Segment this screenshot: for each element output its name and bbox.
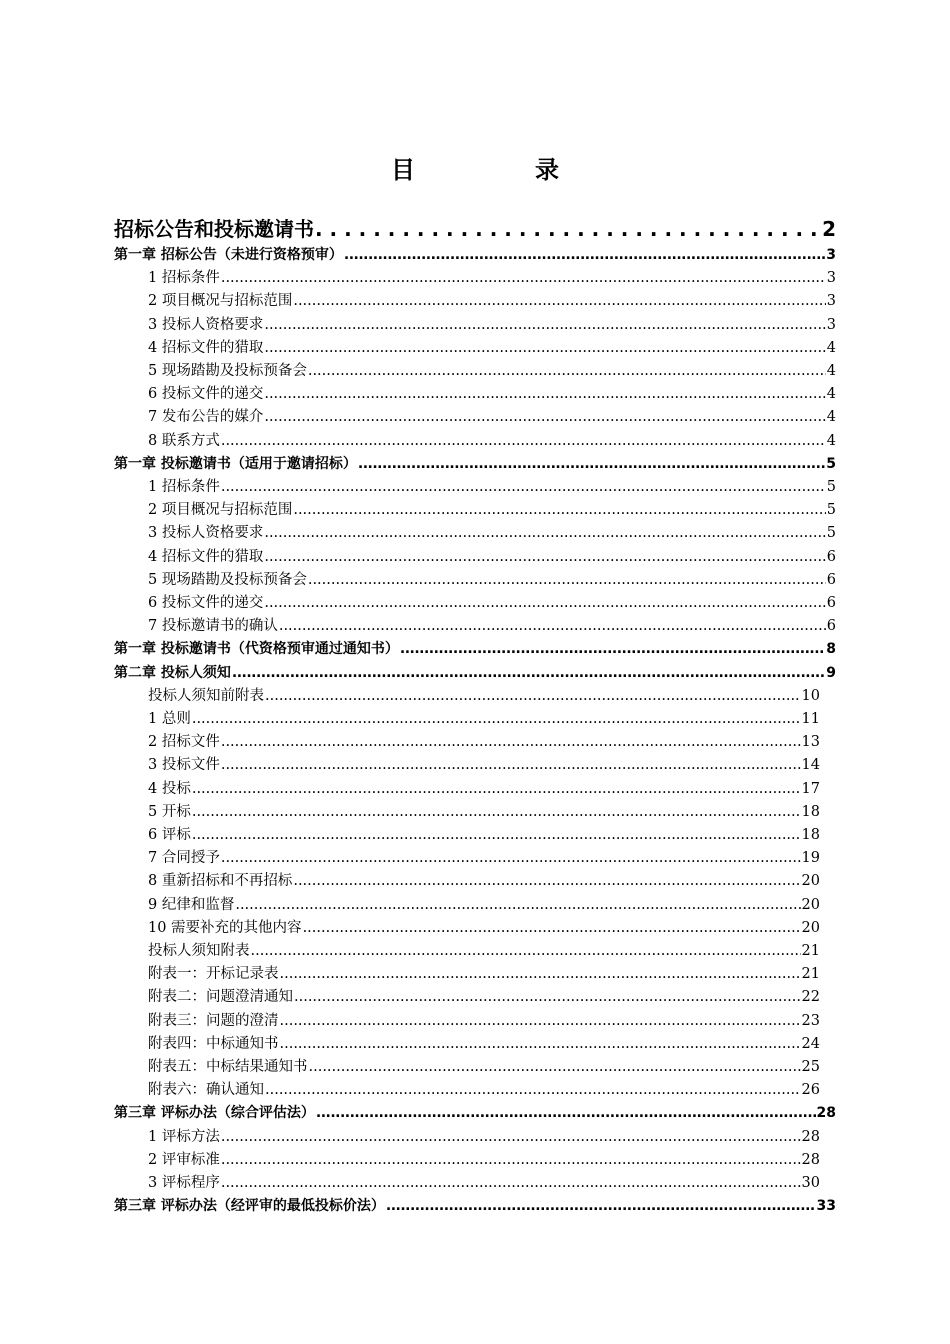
- toc-entry[interactable]: [114, 868, 820, 891]
- toc-leader-dots: [232, 664, 825, 683]
- toc-entry[interactable]: [114, 404, 836, 427]
- toc-entry-label: 10 需要补充的其他内容: [148, 919, 302, 936]
- toc-entry-page-number: 5: [826, 525, 836, 542]
- toc-entry-label: 2 项目概况与招标范围: [148, 502, 293, 519]
- toc-entry[interactable]: [114, 1193, 836, 1216]
- toc-entry-label: 3 投标文件: [148, 757, 220, 774]
- toc-entry-label: 8 联系方式: [148, 432, 220, 449]
- toc-leader-dots: [315, 216, 821, 242]
- toc-leader-dots: [400, 640, 825, 659]
- toc-entry[interactable]: [114, 706, 820, 729]
- toc-entry[interactable]: [114, 961, 820, 984]
- toc-leader-dots: [316, 1104, 816, 1123]
- page-title: 目 录: [391, 156, 607, 184]
- toc-entry[interactable]: [114, 451, 836, 474]
- toc-entry[interactable]: [114, 1170, 820, 1193]
- toc-entry-label: 投标人须知附表: [148, 943, 250, 959]
- toc-entry-label: 2 招标文件: [148, 734, 220, 751]
- toc-entry[interactable]: [114, 915, 820, 938]
- toc-entry-label: 招标公告和投标邀请书: [114, 217, 314, 241]
- toc-entry-label: 8 重新招标和不再招标: [148, 873, 293, 890]
- toc-entry[interactable]: [114, 428, 836, 451]
- toc-entry[interactable]: [114, 520, 836, 543]
- toc-entry-page-number: 4: [826, 409, 836, 426]
- toc-entry-page-number: 28: [801, 1151, 820, 1168]
- toc-entry[interactable]: [114, 660, 836, 683]
- toc-leader-dots: [280, 1035, 801, 1054]
- toc-entry-label: 1 招标条件: [148, 479, 220, 495]
- toc-entry[interactable]: [114, 729, 820, 752]
- toc-entry[interactable]: [114, 567, 836, 590]
- toc-entry-page-number: 4: [826, 339, 836, 356]
- toc-entry[interactable]: [114, 1054, 820, 1077]
- toc-entry-page-number: 28: [816, 1105, 836, 1122]
- toc-entry-page-number: 3: [826, 293, 836, 310]
- toc-entry-label: 7 合同授予: [148, 850, 220, 867]
- toc-leader-dots: [264, 408, 825, 427]
- toc-entry-label: 附表六：确认通知: [148, 1082, 264, 1099]
- toc-entry-page-number: 20: [801, 896, 820, 913]
- toc-leader-dots: [192, 826, 801, 845]
- toc-entry[interactable]: [114, 613, 836, 636]
- toc-leader-dots: [192, 780, 801, 799]
- toc-leader-dots: [293, 292, 825, 311]
- toc-entry-label: 3 评标程序: [148, 1175, 220, 1191]
- toc-entry[interactable]: [114, 590, 836, 613]
- toc-leader-dots: [192, 803, 801, 822]
- toc-entry[interactable]: [114, 1124, 820, 1147]
- toc-entry-label: 附表五：中标结果通知书: [148, 1059, 308, 1075]
- toc-entry-label: 3 投标人资格要求: [148, 525, 264, 542]
- toc-entry-label: 附表一：开标记录表: [148, 966, 279, 983]
- toc-entry-label: 附表二：问题澄清通知: [148, 989, 293, 1006]
- toc-leader-dots: [303, 919, 801, 938]
- toc-entry-label: 6 投标文件的递交: [148, 595, 264, 611]
- toc-entry-page-number: 3: [826, 270, 836, 287]
- toc-entry-label: 1 总则: [148, 711, 191, 727]
- toc-entry-page-number: 21: [801, 943, 820, 959]
- toc-entry-page-number: 5: [826, 455, 836, 472]
- toc-entry-label: 第三章 评标办法（综合评估法）: [114, 1105, 315, 1122]
- toc-entry[interactable]: [114, 776, 820, 799]
- toc-entry[interactable]: [114, 474, 836, 497]
- toc-entry-label: 9 纪律和监督: [148, 896, 235, 913]
- toc-entry[interactable]: [114, 845, 820, 868]
- toc-entry-label: 1 评标方法: [148, 1128, 220, 1145]
- toc-entry[interactable]: [114, 683, 820, 706]
- toc-entry-page-number: 17: [801, 780, 820, 797]
- toc-entry-page-number: 3: [826, 247, 836, 263]
- toc-entry[interactable]: [114, 752, 820, 775]
- toc-leader-dots: [264, 385, 825, 404]
- toc-entry[interactable]: [114, 1031, 820, 1054]
- toc-entry-label: 4 招标文件的猎取: [148, 548, 264, 565]
- toc-entry-label: 6 评标: [148, 827, 191, 843]
- toc-entry-page-number: 21: [801, 966, 820, 983]
- toc-leader-dots: [264, 548, 825, 567]
- toc-entry[interactable]: [114, 288, 836, 311]
- toc-entry-label: 5 开标: [148, 803, 191, 820]
- toc-entry-page-number: 4: [826, 363, 836, 379]
- toc-leader-dots: [308, 571, 826, 590]
- toc-entry-page-number: 20: [801, 873, 820, 890]
- toc-entry[interactable]: [114, 312, 836, 335]
- toc-entry-page-number: 6: [826, 595, 836, 611]
- toc-leader-dots: [221, 1151, 801, 1170]
- toc-entry-page-number: 19: [801, 850, 820, 867]
- toc-entry-label: 3 投标人资格要求: [148, 316, 264, 333]
- toc-leader-dots: [265, 687, 801, 706]
- toc-leader-dots: [264, 339, 825, 358]
- toc-leader-dots: [264, 316, 825, 335]
- toc-entry[interactable]: [114, 1008, 820, 1031]
- toc-entry-label: 4 招标文件的猎取: [148, 339, 264, 356]
- toc-leader-dots: [386, 1197, 816, 1216]
- toc-entry[interactable]: [114, 1147, 820, 1170]
- toc-entry-label: 5 现场踏勘及投标预备会: [148, 363, 307, 379]
- toc-entry-label: 第二章 投标人须知: [114, 664, 231, 681]
- toc-entry-label: 5 现场踏勘及投标预备会: [148, 571, 307, 588]
- toc-entry[interactable]: [114, 938, 820, 961]
- toc-leader-dots: [221, 478, 826, 497]
- toc-entry-page-number: 5: [826, 479, 836, 495]
- toc-leader-dots: [221, 1174, 801, 1193]
- toc-entry-page-number: 8: [826, 641, 836, 658]
- toc-leader-dots: [294, 988, 801, 1007]
- toc-entry-label: 附表三：问题的澄清: [148, 1012, 279, 1029]
- toc-entry-page-number: 5: [826, 502, 836, 519]
- toc-entry-page-number: 33: [816, 1198, 836, 1215]
- toc-entry[interactable]: [114, 335, 836, 358]
- toc-entry-page-number: 6: [826, 618, 836, 635]
- toc-entry[interactable]: [114, 212, 836, 242]
- toc-entry-label: 附表四：中标通知书: [148, 1035, 279, 1052]
- toc-entry-page-number: 4: [826, 386, 836, 403]
- toc-leader-dots: [264, 524, 825, 543]
- toc-leader-dots: [221, 756, 801, 775]
- toc-leader-dots: [251, 942, 801, 961]
- toc-entry-page-number: 22: [801, 989, 820, 1006]
- toc-entry[interactable]: [114, 892, 820, 915]
- toc-entry[interactable]: [114, 822, 820, 845]
- toc-leader-dots: [280, 965, 801, 984]
- toc-leader-dots: [221, 1128, 801, 1147]
- toc-entry-label: 第一章 投标邀请书（代资格预审通过通知书）: [114, 641, 399, 658]
- toc-leader-dots: [344, 246, 825, 265]
- toc-entry-page-number: 10: [801, 687, 820, 704]
- toc-entry-page-number: 25: [801, 1059, 820, 1075]
- toc-entry-label: 4 投标: [148, 780, 191, 797]
- toc-entry-page-number: 18: [801, 803, 820, 820]
- toc-leader-dots: [221, 733, 801, 752]
- toc-entry-page-number: 24: [801, 1035, 820, 1052]
- toc-leader-dots: [221, 849, 801, 868]
- toc-entry-label: 第一章 招标公告（未进行资格预审）: [114, 247, 343, 263]
- toc-entry-label: 7 投标邀请书的确认: [148, 618, 278, 635]
- toc-entry-page-number: 6: [826, 548, 836, 565]
- toc-entry[interactable]: [114, 1077, 820, 1100]
- toc-entry-page-number: 4: [826, 432, 836, 449]
- toc-entry-page-number: 20: [801, 919, 820, 936]
- toc-leader-dots: [293, 872, 800, 891]
- toc-leader-dots: [280, 1012, 801, 1031]
- toc-entry[interactable]: [114, 799, 820, 822]
- toc-entry-label: 6 投标文件的递交: [148, 386, 264, 403]
- toc-entry-label: 7 发布公告的媒介: [148, 409, 264, 426]
- toc-entry-page-number: 23: [801, 1012, 820, 1029]
- toc-leader-dots: [221, 432, 826, 451]
- toc-entry-label: 1 招标条件: [148, 270, 220, 287]
- toc-entry-label: 投标人须知前附表: [148, 687, 264, 704]
- toc-leader-dots: [235, 896, 800, 915]
- toc-entry[interactable]: [114, 381, 836, 404]
- toc-entry-label: 第三章 评标办法（经评审的最低投标价法）: [114, 1198, 385, 1215]
- toc-entry[interactable]: [114, 1100, 836, 1123]
- toc-leader-dots: [308, 362, 826, 381]
- toc-leader-dots: [358, 455, 825, 474]
- toc-leader-dots: [293, 501, 825, 520]
- toc-entry-label: 第一章 投标邀请书（适用于邀请招标）: [114, 455, 357, 472]
- toc-entry-page-number: 2: [822, 217, 836, 241]
- toc-entry-page-number: 13: [801, 734, 820, 751]
- toc-entry[interactable]: [114, 984, 820, 1007]
- toc-entry-label: 2 项目概况与招标范围: [148, 293, 293, 310]
- toc-leader-dots: [265, 1081, 801, 1100]
- toc-entry-page-number: 6: [826, 571, 836, 588]
- toc-entry[interactable]: [114, 242, 836, 265]
- toc-leader-dots: [221, 269, 826, 288]
- toc-entry-page-number: 14: [801, 757, 820, 774]
- toc-entry-page-number: 3: [826, 316, 836, 333]
- toc-entry[interactable]: [114, 544, 836, 567]
- toc-entry-page-number: 26: [801, 1082, 820, 1099]
- toc-entry[interactable]: [114, 358, 836, 381]
- toc-entry-page-number: 28: [801, 1128, 820, 1145]
- toc-entry-label: 2 评审标准: [148, 1151, 220, 1168]
- toc-leader-dots: [264, 594, 825, 613]
- toc-leader-dots: [279, 617, 826, 636]
- toc-leader-dots: [192, 710, 801, 729]
- toc-entry-page-number: 18: [801, 827, 820, 843]
- toc-entry[interactable]: [114, 636, 836, 659]
- toc-entry-page-number: 11: [801, 711, 820, 727]
- toc-entry[interactable]: [114, 265, 836, 288]
- toc-leader-dots: [309, 1058, 801, 1077]
- toc-entry-page-number: 30: [801, 1175, 820, 1191]
- toc-entry[interactable]: [114, 497, 836, 520]
- toc-entry-page-number: 9: [826, 664, 836, 681]
